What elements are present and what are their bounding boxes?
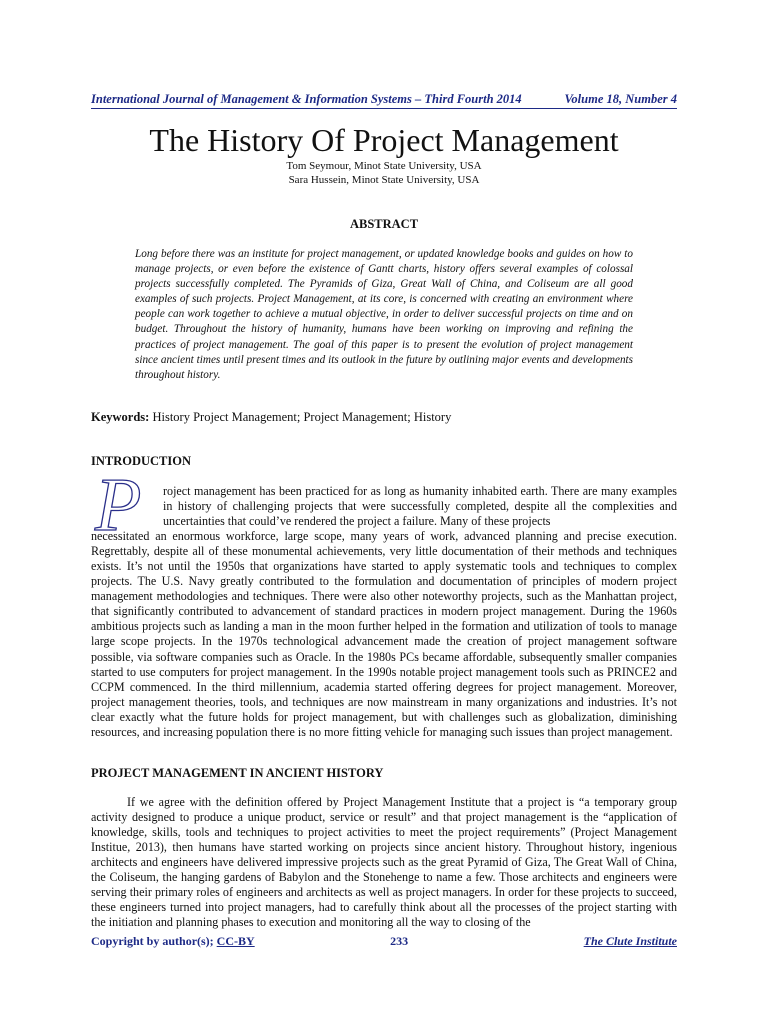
author-line: Tom Seymour, Minot State University, USA xyxy=(286,160,482,172)
abstract-text: Long before there was an institute for project management, or updated knowledge books and guides on how to manage projects, or even before the existence of Gantt charts, history offers several examples of colossal projects successfully completed. The Pyramids of Giza, Great Wall of China, and Coliseum are all good examples of such projects. Project Management, at its core, is concerned with creating an environment where people can work together to achieve a mutual objective, in order to deliver successful projects on time and on budget. Throughout the history of humanity, humans have been working on improving and refining the practices of project management. The goal of this paper is to present the evolution of project management since ancient times until present times and its outlook in the future by outlining major events and developments throughout history. xyxy=(135,248,633,381)
copyright-text: Copyright by author(s); xyxy=(91,934,217,948)
dropcap-glyph: P xyxy=(95,474,142,536)
author-line: Sara Hussein, Minot State University, USA xyxy=(288,174,480,186)
page-number: 233 xyxy=(390,934,409,948)
keywords-text: History Project Management; Project Management; History xyxy=(149,410,452,424)
keywords xyxy=(91,409,677,425)
introduction-indented-text: roject management has been practiced for as long as humanity inhabited earth. There are many examples in history of challenging projects that were successfully completed, despite all the complexities and uncertainties that could’ve rendered the project a failure. Many of these projects xyxy=(163,484,677,529)
ancient-history-heading: PROJECT MANAGEMENT IN ANCIENT HISTORY xyxy=(91,766,384,780)
copyright-notice xyxy=(91,934,255,949)
publisher-name: The Clute Institute xyxy=(583,934,677,948)
ancient-history-body: If we agree with the definition offered by Project Management Institute that a project is “a temporary group activity designed to produce a unique product, service or result” and that project management is the “application of knowledge, skills, tools and techniques to project activities to meet the project requirements” (Project Management Institue, 2013), then humans have started working on projects since ancient history. Throughout history, ingenious architects and engineers have delivered impressive projects such as the great Pyramid of Giza, The Great Wall of China, the Coliseum, the hanging gardens of Babylon and the Stonehenge to name a few. Those architects and engineers were serving their primary roles of engineers and architects as well as project managers. In order for these projects to succeed, these engineers turned into project managers, had to carefully think about all the processes of the project starting with the initiation and planning phases to execution and monitoring all the way to closing of the xyxy=(91,795,677,930)
abstract-heading: ABSTRACT xyxy=(349,217,419,231)
keywords-label: Keywords: xyxy=(91,410,150,424)
introduction-text: necessitated an enormous workforce, large scope, many years of work, advanced planning and precise execution. Regrettably, despite all of these monumental achievements, very little documentation of their methods and techniques exists. It’s not until the 1950s that organizations have started to apply systematic tools and techniques to complex projects. The U.S. Navy greatly contributed to the formulation and documentation of principles of modern project management methodologies and techniques. There were also other noteworthy projects, such as the Manhattan project, that significantly contributed to advancement of standard practices in modern project management. During the 1960s ambitious projects such as landing a man in the moon further helped in the formation and utilization of tools to manage large scope projects. In the 1970s technological advancement made the creation of project management software possible, via software companies such as Oracle. In the 1980s PCs became affordable, subsequently smaller companies started to use computers for project management. In the 1990s notable project management tools such as PRINCE2 and CCPM commenced. In the third millennium, academia started offering degrees for project management. Moreover, project management theories, tools, and techniques are now mainstream in many organizations and industries. It’s not clear exactly what the future holds for project management, but with challenges such as globalization, diminishing resources, and increasing population there is no more fitting vehicle for managing such issues than project management. xyxy=(91,529,677,739)
volume-number: Volume 18, Number 4 xyxy=(564,92,677,106)
paper-title: The History Of Project Management xyxy=(149,122,619,158)
introduction-heading: INTRODUCTION xyxy=(91,454,192,468)
introduction-body xyxy=(91,484,677,740)
page-footer xyxy=(91,934,677,949)
running-header xyxy=(91,92,677,109)
license-link[interactable]: CC-BY xyxy=(216,934,255,948)
journal-name: International Journal of Management & Information Systems – Third Fourth 2014 xyxy=(91,92,522,106)
author-list xyxy=(91,159,677,187)
